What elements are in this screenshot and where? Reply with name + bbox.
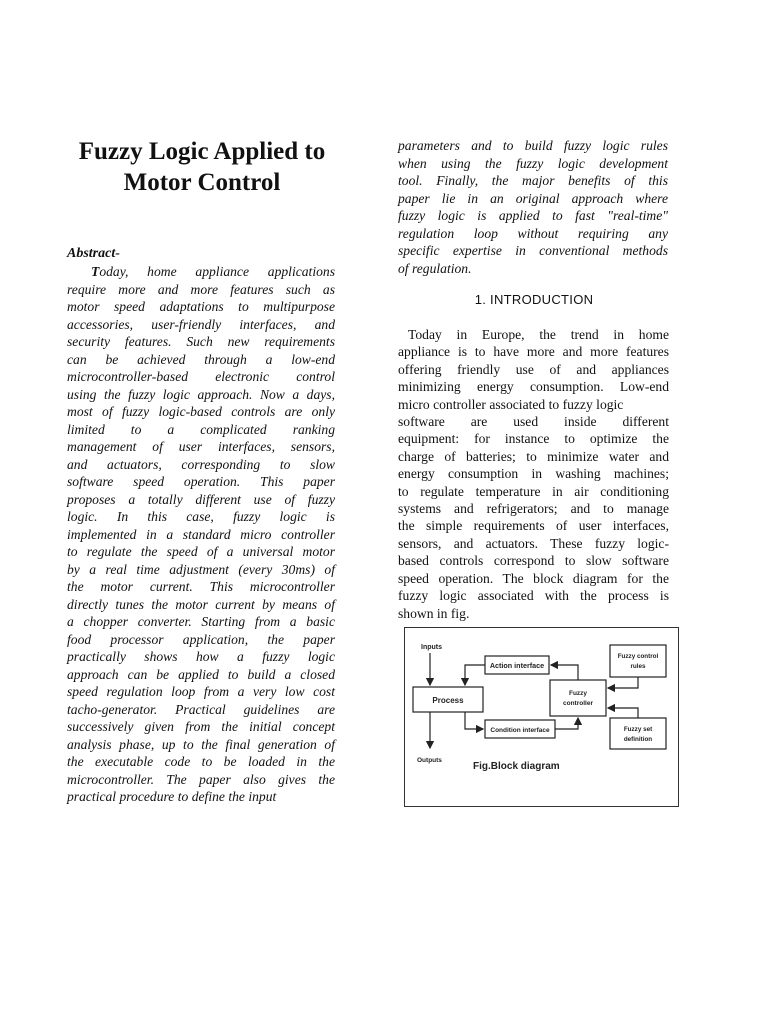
abstract-line: directly tunes the motor current by means of — [67, 596, 335, 612]
figure-caption: Fig.Block diagram — [473, 761, 560, 772]
abstract-line: using the fuzzy logic approach. Now a days, — [67, 386, 335, 402]
intro-line: charge of batteries; to minimize water and — [398, 448, 669, 464]
block-diagram-figure — [404, 627, 679, 807]
intro-line: minimizing energy consumption. Low-end — [398, 379, 669, 395]
action-interface-label: Action interface — [489, 661, 545, 670]
abstract-line: limited to a complicated ranking — [67, 421, 335, 437]
abstract-line: proposes a totally different use of fuzzy — [67, 491, 335, 507]
inputs-label: Inputs — [421, 644, 442, 651]
abstract-line: and actuators, corresponding to slow — [67, 456, 335, 472]
abstract-line: a chopper converter. Starting from a basic — [67, 614, 335, 629]
abstract-line: microcontroller. The paper also gives the — [67, 771, 335, 787]
fuzzy-rules-label-2: rules — [630, 663, 646, 670]
fuzzy-controller-label-2: controller — [563, 700, 593, 707]
fuzzy-set-label-1: Fuzzy set — [623, 726, 653, 733]
title-line-2: Motor Control — [123, 169, 281, 196]
fuzzy-controller-label-1: Fuzzy — [568, 690, 588, 697]
abstract-line: motor speed adaptations to multipurpose — [67, 299, 335, 314]
abstract-line: regulation loop without requiring any — [398, 225, 668, 241]
abstract-line: logic. In this case, fuzzy logic is — [67, 509, 335, 524]
intro-line: equipment: for instance to optimize the — [398, 431, 669, 447]
intro-line: appliance is to have more and more features — [398, 344, 669, 360]
abstract-line: practically shows how a fuzzy logic — [67, 649, 335, 664]
abstract-line: accessories, user-friendly interfaces, and — [67, 316, 335, 332]
abstract-line: when using the fuzzy logic development — [398, 155, 668, 171]
abstract-left-column — [67, 263, 335, 806]
abstract-line: fuzzy logic is applied to fast "real-time" — [398, 208, 668, 223]
abstract-line: tacho-generator. Practical guidelines are — [67, 701, 335, 717]
abstract-line-text: oday, home appliance applications — [99, 264, 335, 279]
abstract-drop-letter: T — [91, 264, 100, 279]
condition-interface-label: Condition interface — [490, 727, 550, 734]
abstract-line: security features. Such new requirements — [67, 334, 335, 349]
intro-line: Today in Europe, the trend in home — [408, 327, 669, 342]
intro-line: the simple requirements of user interfaces, — [398, 518, 669, 534]
intro-line: energy consumption in washing machines; — [398, 466, 669, 482]
abstract-line: software speed operation. This paper — [67, 474, 335, 489]
abstract-line: paper lie in an original approach where — [398, 190, 668, 206]
abstract-line: analysis phase, up to the final generation of — [67, 736, 335, 752]
intro-line: micro controller associated to fuzzy logic — [398, 396, 624, 412]
abstract-line: the executable code to be loaded in the — [67, 754, 335, 769]
intro-line: systems and refrigerators; and to manage — [398, 501, 669, 517]
abstract-line: approach can be applied to build a closed — [67, 666, 335, 682]
fuzzy-rules-box — [610, 645, 666, 677]
abstract-line: parameters and to build fuzzy logic rules — [398, 138, 668, 153]
fuzzy-set-box — [610, 718, 666, 749]
abstract-line: require more and more features such as — [67, 281, 335, 297]
abstract-line: tool. Finally, the major benefits of this — [398, 173, 668, 188]
title-line-1: Fuzzy Logic Applied to — [78, 138, 326, 165]
intro-line: fuzzy logic associated with the process is — [398, 588, 669, 604]
abstract-right-column — [398, 137, 668, 277]
intro-line: to regulate temperature in air conditioning — [398, 483, 669, 499]
abstract-line: management of user interfaces, sensors, — [67, 439, 335, 454]
abstract-line: the motor current. This microcontroller — [67, 579, 335, 594]
abstract-line: can be achieved through a low-end — [67, 351, 335, 367]
abstract-line: of regulation. — [398, 260, 472, 276]
abstract-line — [67, 263, 335, 281]
abstract-line: speed regulation loop from a very low cost — [67, 684, 335, 699]
fuzzy-controller-box — [550, 680, 606, 716]
paper-title — [62, 136, 342, 198]
abstract-line: successively given from the initial concept — [67, 719, 335, 734]
intro-line: software are used inside different — [398, 414, 669, 430]
block-diagram-svg — [405, 628, 680, 808]
abstract-heading: Abstract- — [67, 246, 120, 261]
abstract-line: implemented in a standard micro controller — [67, 526, 335, 542]
introduction-heading: 1. INTRODUCTION — [474, 292, 594, 307]
intro-line: offering friendly use of and appliances — [398, 361, 669, 377]
fuzzy-rules-label-1: Fuzzy control — [617, 653, 659, 660]
abstract-line: to regulate the speed of a universal motor — [67, 544, 335, 559]
intro-line: based controls correspond to slow software — [398, 553, 669, 569]
abstract-line: by a real time adjustment (every 30ms) of — [67, 561, 335, 577]
fuzzy-set-label-2: definition — [623, 736, 653, 743]
abstract-line: most of fuzzy logic-based controls are only — [67, 404, 335, 419]
abstract-line: microcontroller-based electronic control — [67, 369, 335, 384]
intro-line: sensors, and actuators. These fuzzy logic- — [398, 535, 669, 551]
abstract-line: practical procedure to define the input — [67, 789, 277, 804]
intro-line: speed operation. The block diagram for the — [398, 570, 669, 586]
abstract-line: food processor application, the paper — [67, 631, 335, 647]
intro-line: shown in fig. — [398, 605, 470, 621]
process-label: Process — [432, 696, 464, 705]
abstract-line: specific expertise in conventional methods — [398, 243, 668, 258]
introduction-body — [398, 326, 669, 622]
outputs-label: Outputs — [417, 757, 442, 764]
